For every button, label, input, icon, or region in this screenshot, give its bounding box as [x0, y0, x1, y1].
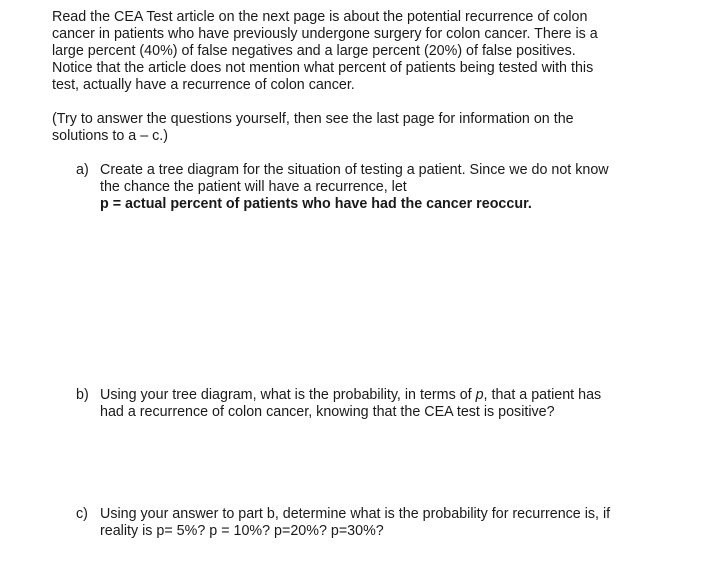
question-a-text — [100, 162, 609, 213]
question-a-line: Create a tree diagram for the situation of testing a patient. Since we do not know — [100, 162, 609, 178]
question-b-line — [100, 387, 601, 404]
variable-p: p — [475, 387, 484, 403]
question-b-line: had a recurrence of colon cancer, knowing that the CEA test is positive? — [100, 404, 555, 420]
intro-line: Read the CEA Test article on the next page is about the potential recurrence of colon — [52, 9, 588, 25]
intro-line: Notice that the article does not mention what percent of patients being tested with this — [52, 60, 594, 76]
question-c-line: Using your answer to part b, determine what is the probability for recurrence is, if — [100, 506, 611, 522]
question-b-text — [100, 387, 601, 421]
question-c-marker: c) — [76, 506, 88, 522]
intro-line: large percent (40%) of false negatives and a large percent (20%) of false positives. — [52, 43, 576, 59]
question-b-marker: b) — [76, 387, 89, 403]
question-c-line: reality is p= 5%? p = 10%? p=20%? p=30%? — [100, 523, 384, 539]
intro-line: cancer in patients who have previously undergone surgery for colon cancer. There is a — [52, 26, 598, 42]
intro-line: test, actually have a recurrence of colon cancer. — [52, 77, 355, 93]
intro-paragraph — [52, 9, 692, 94]
question-c-text — [100, 506, 610, 540]
hint-paragraph — [52, 111, 692, 145]
hint-line: (Try to answer the questions yourself, then see the last page for information on the — [52, 111, 574, 127]
question-b-text-part: , that a patient has — [483, 387, 602, 403]
hint-line: solutions to a – c.) — [52, 128, 169, 144]
question-a-marker: a) — [76, 162, 89, 178]
question-a-line: the chance the patient will have a recurrence, let — [100, 179, 407, 195]
question-b-text-part: Using your tree diagram, what is the probability, in terms of — [100, 387, 476, 403]
question-a-definition: p = actual percent of patients who have had the cancer reoccur. — [100, 196, 532, 212]
